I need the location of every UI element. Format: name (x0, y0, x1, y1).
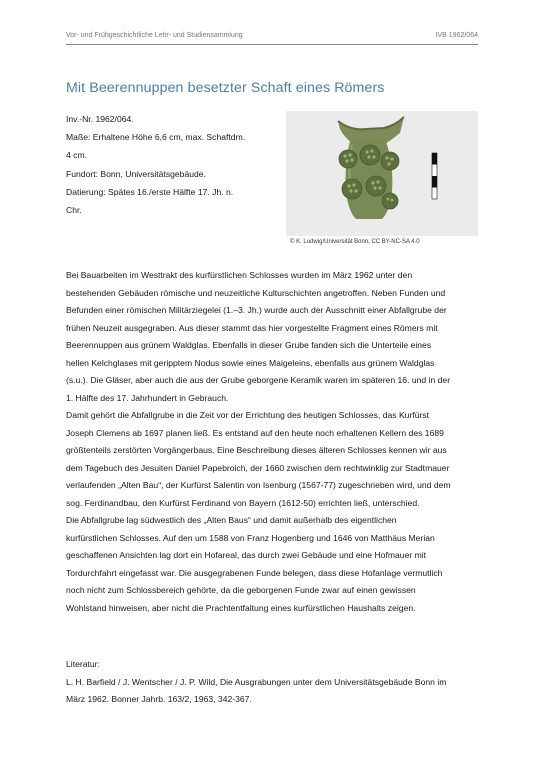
text-line: sog. Ferdinandbau, den Kurfürst Ferdinand von Bayern (1612-50) errichten ließ, unterschied. (66, 497, 420, 508)
roemer-glass-fragment-photo (286, 111, 478, 236)
text-line: Wohlstand hinweisen, aber nicht die Prachtentfaltung eines kurfürstlichen Haushalts zeigen. (66, 602, 416, 613)
description-text (66, 267, 484, 617)
header-collection-name: Vor- und Frühgeschichtliche Lehr- und Studiensammlung (66, 32, 243, 39)
text-line: Bei Bauarbeiten im Westtrakt des kurfürstlichen Schlosses wurden im März 1962 unter den (66, 270, 413, 280)
dating-line-2: Chr. (66, 205, 82, 216)
find-location: Fundort: Bonn, Universitätsgebäude. (66, 168, 206, 179)
text-line: (s.u.). Die Gläser, aber auch die aus der Grube geborgene Keramik waren im späteren 16. und in der (66, 375, 451, 385)
text-line: geschaffenen Ansichten lag dort ein Hofareal, das durch zwei Gebäude und eine Hofmauer mit (66, 550, 427, 560)
page-title: Mit Beerennuppen besetzter Schaft eines Römers (66, 80, 385, 96)
text-line: noch nicht zum Schlossbereich gehörte, da die geborgenen Funde zwar auf einen gewissen (66, 585, 416, 595)
text-line: kurfürstlichen Schlosses. Auf den um 1588 von Franz Hogenberg und 1646 von Matthäus Merian (66, 532, 435, 543)
header-inventory-ref: IVB 1962/064 (435, 32, 478, 39)
literature-entry-line-2: März 1962. Bonner Jahrb. 163/2, 1963, 342-367. (66, 694, 252, 704)
text-line: Joseph Clemens ab 1697 planen ließ. Es entstand auf den heute noch erhaltenen Kellern des 1689 (66, 427, 444, 438)
photo-credit: © K. Ludwig/Universität Bonn, CC BY-NC-SA 4.0 (290, 239, 420, 245)
text-line: frühen Neuzeit ausgegraben. Aus dieser stammt das hier vorgestellte Fragment eines Römers mit (66, 322, 438, 333)
text-line: 1. Hälfte des 17. Jahrhundert in Gebrauch. (66, 392, 229, 403)
text-line: dem Tagebuch des Jesuiten Daniel Papebroich, der 1660 zwischen dem rechtwinklig zur Stadtmauer (66, 462, 450, 473)
object-metadata (66, 110, 271, 219)
dimensions-line-1: Maße: Erhaltene Höhe 6,6 cm, max. Schaftdm. (66, 132, 246, 143)
page-header (66, 30, 478, 45)
dimensions-line-2: 4 cm. (66, 150, 88, 161)
inventory-number: Inv.-Nr. 1962/064. (66, 114, 134, 124)
text-line: größtenteils zerstörten Vorgängerbaus. Eine Beschreibung dieses älteren Schlosses kennen wir aus (66, 445, 447, 455)
text-line: Befunden einer römischen Militärziegelei (1.–3. Jh.) wurde auch der Ausschnitt einer Abfallgrube der (66, 305, 447, 315)
text-line: Beerennuppen aus grünem Waldglas. Ebenfalls in dieser Grube fanden sich die Unterteile eines (66, 340, 432, 350)
object-photo (286, 111, 478, 236)
literature-entry-line-1: L. H. Barfield / J. Wentscher / J. P. Wild, Die Ausgrabungen unter dem Universitätsgebäude Bonn im (66, 676, 447, 687)
text-line: Die Abfallgrube lag südwestlich des „Alten Baus“ und damit außerhalb des eigentlichen (66, 515, 397, 525)
text-line: bestehenden Gebäuden römische und neuzeitliche Kulturschichten angetroffen. Neben Funden und (66, 287, 446, 298)
text-line: Damit gehört die Abfallgrube in die Zeit vor der Errichtung des heutigen Schlosses, das Kurfürst (66, 410, 430, 420)
literature-heading: Literatur: (66, 659, 100, 669)
literature-section (66, 656, 484, 709)
text-line: hellen Kelchglases mit geripptem Nodus sowie eines Maigeleins, ebenfalls aus grünem Waldglas (66, 357, 435, 368)
text-line: verlaufenden „Alten Bau“, der Kurfürst Salentin von Isenburg (1567-77) zugeschrieben wird, und dem (66, 480, 451, 490)
dating-line-1: Datierung: Spätes 16./erste Hälfte 17. Jh. n. (66, 186, 234, 197)
text-line: Tordurchfahrt eingefasst war. Die ausgegrabenen Funde belegen, dass diese Hofanlage vermutlich (66, 567, 443, 578)
